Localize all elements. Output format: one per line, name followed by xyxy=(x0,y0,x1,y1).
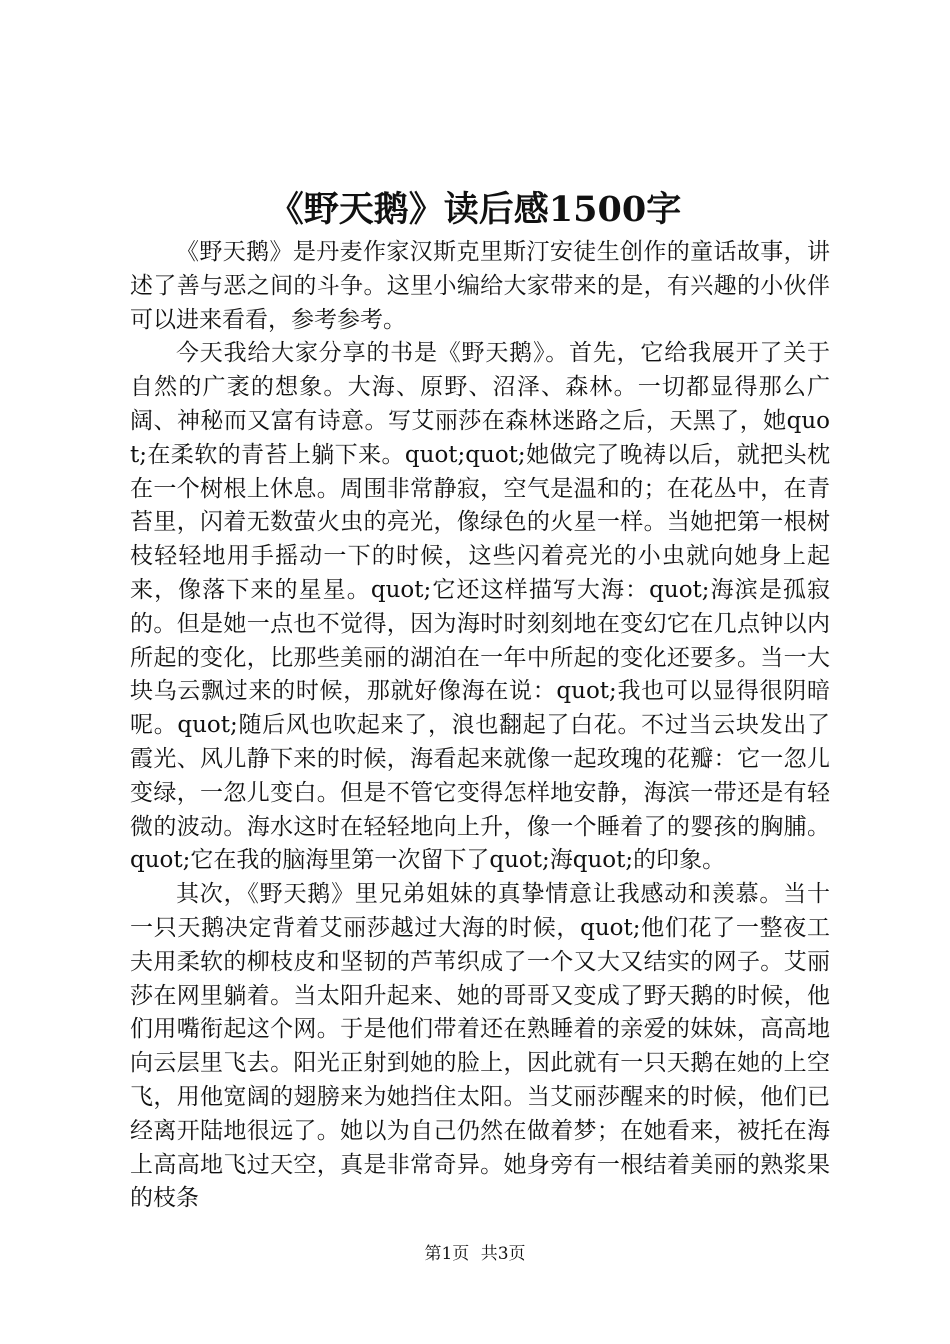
document-body xyxy=(130,236,830,1216)
page-number: 第1页 xyxy=(424,1244,470,1264)
document-title: 《野天鹅》读后感1500字 xyxy=(268,189,682,230)
page-footer xyxy=(0,1242,950,1266)
page-total: 共3页 xyxy=(480,1244,526,1264)
paragraph-intro: 《野天鹅》是丹麦作家汉斯克里斯汀安徒生创作的童话故事，讲述了善与恶之间的斗争。这里小编给大家带来的是，有兴趣的小伙伴可以进来看看，参考参考。 xyxy=(130,239,830,333)
paragraph-siblings: 其次，《野天鹅》里兄弟姐妹的真挚情意让我感动和羡慕。当十一只天鹅决定背着艾丽莎越过大海的时候，quot;他们花了一整夜工夫用柔软的柳枝皮和坚韧的芦苇织成了一个又大又结实的网子。艾丽莎在网里躺着。当太阳升起来、她的哥哥又变成了野天鹅的时候，他们用嘴衔起这个网。于是他们带着还在熟睡着的亲爱的妹妹，高高地向云层里飞去。阳光正射到她的脸上，因此就有一只天鹅在她的上空飞，用他宽阔的翅膀来为她挡住太阳。当艾丽莎醒来的时候，他们已经离开陆地很远了。她以为自己仍然在做着梦；在她看来，被托在海上高高地飞过天空，真是非常奇异。她身旁有一根结着美丽的熟浆果的枝条 xyxy=(130,881,830,1212)
paragraph-nature: 今天我给大家分享的书是《野天鹅》。首先，它给我展开了关于自然的广袤的想象。大海、原野、沼泽、森林。一切都显得那么广阔、神秘而又富有诗意。写艾丽莎在森林迷路之后，天黑了，她quot;在柔软的青苔上躺下来。quot;quot;她做完了晚祷以后，就把头枕在一个树根上休息。周围非常静寂，空气是温和的；在花丛中，在青苔里，闪着无数萤火虫的亮光，像绿色的火星一样。当她把第一根树枝轻轻地用手摇动一下的时候，这些闪着亮光的小虫就向她身上起来，像落下来的星星。quot;它还这样描写大海：quot;海滨是孤寂的。但是她一点也不觉得，因为海时时刻刻地在变幻它在几点钟以内所起的变化，比那些美丽的湖泊在一年中所起的变化还要多。当一大块乌云飘过来的时候，那就好像海在说：quot;我也可以显得很阴暗呢。quot;随后风也吹起来了，浪也翻起了白花。不过当云块发出了霞光、风儿静下来的时候，海看起来就像一起玫瑰的花瓣：它一忽儿变绿，一忽儿变白。但是不管它变得怎样地安静，海滨一带还是有轻微的波动。海水这时在轻轻地向上升，像一个睡着了的婴孩的胸脯。quot;它在我的脑海里第一次留下了quot;海quot;的印象。 xyxy=(130,340,830,874)
